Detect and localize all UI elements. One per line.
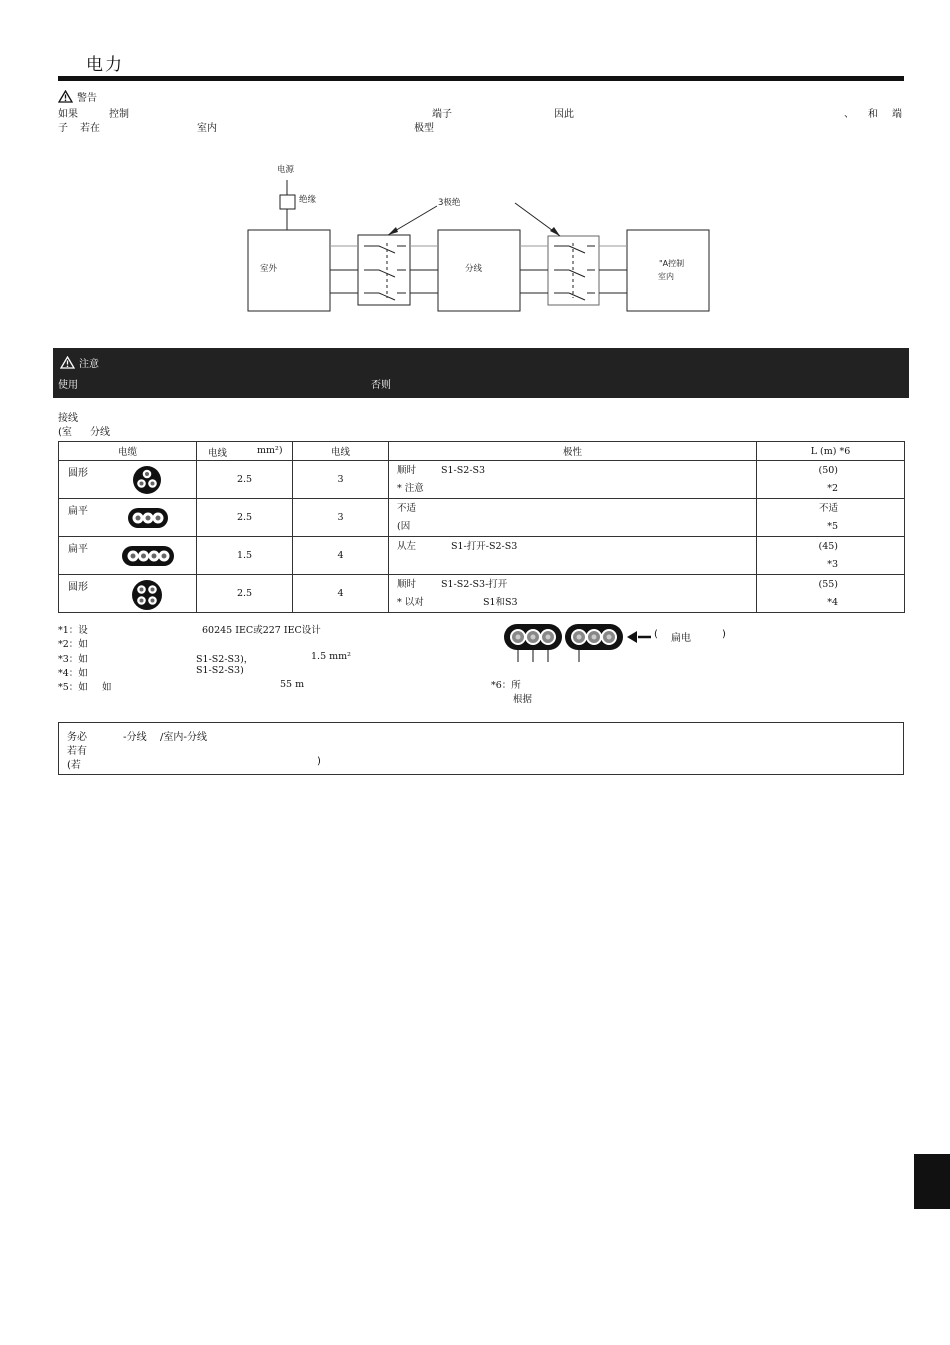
length-cell <box>757 499 905 537</box>
cable-type-label: 圆形 <box>68 582 88 593</box>
flat-cable-caption-text: ) <box>722 629 726 640</box>
wire-count-cell: 3 <box>293 461 389 499</box>
footnote-text: 1.5 mm² <box>311 651 351 662</box>
polarity-text: 不适 <box>397 502 417 514</box>
wiring-subtitle <box>58 423 110 438</box>
wiring-table <box>58 441 905 613</box>
indoor-control-label: "A控制 <box>659 259 685 268</box>
branch-label: 分线 <box>465 264 483 274</box>
length-footnote: *5 <box>827 520 838 532</box>
header-length: L (m) *6 <box>757 442 905 461</box>
length-cell <box>757 461 905 499</box>
round-cable-3-icon <box>131 465 163 495</box>
footnote-text: *1：设 <box>58 625 88 636</box>
table-row <box>59 575 905 613</box>
footnote-text: 60245 IEC或227 IEC设计 <box>202 625 321 636</box>
warning-text: 、 <box>844 109 854 120</box>
length-cell <box>757 537 905 575</box>
insulation-label: 绝缘 <box>299 195 317 205</box>
polarity-sequence: S1-打开-S2-S3 <box>451 540 518 552</box>
note-box <box>58 722 904 775</box>
header-wire-size-text: 电线 <box>208 448 228 459</box>
wiring-diagram <box>240 158 720 318</box>
wire-count-cell: 4 <box>293 575 389 613</box>
footnote-text: *5：如 <box>58 682 88 693</box>
warning-text: 极型 <box>414 123 434 134</box>
length-footnote: *4 <box>827 596 838 608</box>
indoor-unit-label: 室内 <box>658 272 674 281</box>
footnote-6-detail: 根据 <box>513 694 533 705</box>
warning-text: 子 <box>58 123 68 134</box>
polarity-text: 顺时 <box>397 578 417 590</box>
note-box-line-2: 若有 <box>67 746 87 757</box>
cable-type-cell <box>59 499 197 537</box>
footnote-text: *2：如 <box>58 639 88 650</box>
table-row <box>59 537 905 575</box>
wire-size-cell: 2.5 <box>197 499 293 537</box>
cable-type-label: 扁平 <box>68 544 88 555</box>
power-source-label: 电源 <box>277 165 295 175</box>
note-box-line-3 <box>67 756 467 770</box>
insulation-box <box>280 195 295 209</box>
switch-label: 3极绝 <box>438 198 461 208</box>
note-box-text: (若 <box>67 760 81 771</box>
length-value: (55) <box>818 578 838 590</box>
warning-text: 若在 <box>80 123 100 134</box>
polarity-cell <box>389 461 757 499</box>
header-wire-size-unit: mm²) <box>257 445 283 456</box>
polarity-sequence: S1-S2-S3 <box>441 464 486 476</box>
footnote-text: 如 <box>102 682 112 693</box>
footnote-text: *3：如 <box>58 654 88 665</box>
warning-text: 和 <box>868 109 878 120</box>
polarity-note: (因 <box>397 520 411 532</box>
cable-type-cell <box>59 537 197 575</box>
warning-text: 室内 <box>197 123 217 134</box>
section-tab <box>914 1154 950 1209</box>
cable-type-label: 圆形 <box>68 468 88 479</box>
wire-count-cell: 4 <box>293 537 389 575</box>
header-cable: 电缆 <box>59 442 197 461</box>
polarity-text: 从左 <box>397 540 417 552</box>
warning-icon <box>60 356 75 369</box>
polarity-cell <box>389 575 757 613</box>
flat-cable-3-icon <box>127 507 169 529</box>
note-box-line-1 <box>67 728 467 742</box>
wiring-title: 接线 <box>58 413 78 424</box>
outdoor-unit-label: 室外 <box>260 264 278 274</box>
length-cell <box>757 575 905 613</box>
length-value: (50) <box>818 464 838 476</box>
polarity-text: 顺时 <box>397 464 417 476</box>
warning-text: 如果 <box>58 109 78 120</box>
polarity-note: * 以对 <box>397 596 424 608</box>
caution-text: 使用 <box>58 380 78 391</box>
footnote-text: *4：如 <box>58 668 88 679</box>
footnote-3 <box>58 651 478 665</box>
table-row <box>59 461 905 499</box>
warning-line-1 <box>58 105 904 119</box>
warning-text: 因此 <box>554 109 574 120</box>
note-box-text: -分线 <box>123 732 147 743</box>
title-rule <box>58 76 904 81</box>
footnote-5 <box>58 679 478 693</box>
cable-type-cell <box>59 461 197 499</box>
caution-heading <box>60 355 99 370</box>
warning-text: 控制 <box>109 109 129 120</box>
footnote-1 <box>58 622 478 636</box>
header-wire-size <box>197 442 293 461</box>
indoor-unit-box <box>627 230 709 311</box>
footnote-6: *6：所 <box>491 680 521 691</box>
polarity-cell <box>389 499 757 537</box>
header-wire-count: 电线 <box>293 442 389 461</box>
header-polarity: 极性 <box>389 442 757 461</box>
page-title: 电力 <box>86 55 124 75</box>
length-value: (45) <box>818 540 838 552</box>
cable-type-label: 扁平 <box>68 506 88 517</box>
flat-cable-caption <box>654 629 754 643</box>
flat-cable-caption-text: 扁电 <box>671 633 691 644</box>
caution-text: 否则 <box>371 380 391 391</box>
footnote-text: S1-S2-S3) <box>196 665 244 676</box>
polarity-note <box>397 556 756 574</box>
flat-cable-4-icon <box>121 545 175 567</box>
warning-text: 端子 <box>432 109 452 120</box>
length-footnote: *3 <box>827 558 838 570</box>
footnote-2 <box>58 636 478 650</box>
note-box-text: /室内-分线 <box>160 732 207 743</box>
polarity-note-terminals: S1和S3 <box>483 596 518 608</box>
wiring-subtitle-text: 分线 <box>90 427 110 438</box>
warning-text: 端 <box>892 109 902 120</box>
footnote-text: S1-S2-S3)， <box>196 654 254 665</box>
note-box-text: ) <box>317 756 321 767</box>
warning-icon <box>58 90 73 103</box>
table-row <box>59 499 905 537</box>
flat-cable-caption-text: ( <box>654 629 658 640</box>
length-value: 不适 <box>818 502 838 514</box>
warning-heading-text: 警告 <box>77 93 97 104</box>
wire-size-cell: 2.5 <box>197 575 293 613</box>
footnote-text: 55 m <box>280 679 305 690</box>
caution-banner <box>53 348 909 398</box>
polarity-sequence: S1-S2-S3-打开 <box>441 578 508 590</box>
footnote-4 <box>58 665 478 679</box>
flat-cable-illustration <box>503 622 653 662</box>
wire-size-cell: 1.5 <box>197 537 293 575</box>
wire-count-cell: 3 <box>293 499 389 537</box>
length-footnote: *2 <box>827 482 838 494</box>
wiring-subtitle-text: (室 <box>58 427 72 438</box>
polarity-cell <box>389 537 757 575</box>
warning-line-2 <box>58 119 904 133</box>
table-header-row <box>59 442 905 461</box>
wire-size-cell: 2.5 <box>197 461 293 499</box>
polarity-note: * 注意 <box>397 482 424 494</box>
cable-type-cell <box>59 575 197 613</box>
note-box-text: 务必 <box>67 732 87 743</box>
warning-heading <box>58 89 97 104</box>
round-cable-4-icon <box>131 579 163 611</box>
caution-heading-text: 注意 <box>79 359 99 370</box>
